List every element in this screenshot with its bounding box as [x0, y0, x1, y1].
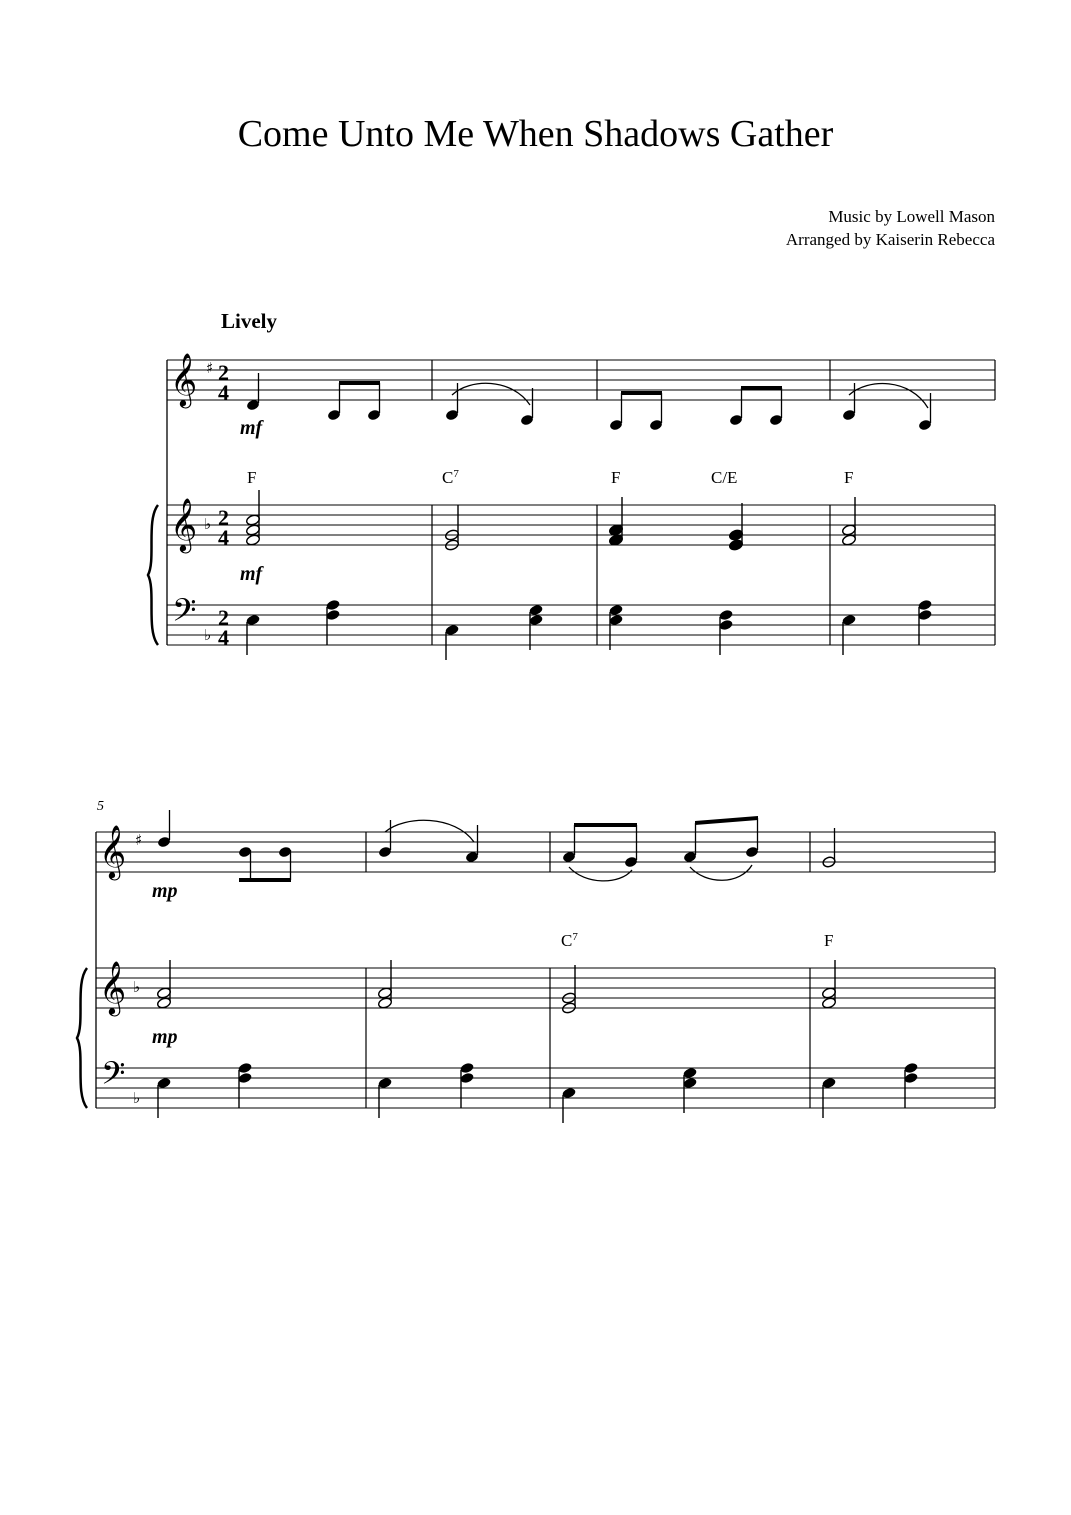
piano-brace [77, 968, 87, 1108]
sharp-icon: ♯ [135, 831, 143, 849]
chord-symbol: $C^7$ [442, 468, 459, 487]
flat-icon: ♭ [133, 978, 141, 996]
flat-icon: ♭ [133, 1089, 141, 1107]
dynamic-marking: mp [152, 1026, 178, 1048]
time-sig-bottom: 4 [218, 380, 229, 405]
bass-clef-icon: 𝄢 [172, 592, 197, 636]
flat-icon: ♭ [204, 515, 212, 533]
time-sig-top: 2 [218, 605, 229, 630]
chord-symbol: $C^7$ [561, 931, 578, 950]
piano-treble-staff-2 [96, 968, 995, 1008]
bass-clef-icon: 𝄢 [101, 1055, 126, 1099]
piano-bass-staff-2 [96, 1068, 995, 1108]
time-sig-bottom: 4 [218, 525, 229, 550]
time-signatures-1 [218, 360, 229, 650]
dynamic-marking: mf [240, 417, 263, 439]
dynamic-marking: mp [152, 880, 178, 902]
dynamic-marking: mf [240, 563, 263, 585]
score-title: Come Unto Me When Shadows Gather [237, 113, 834, 155]
clefs-1 [170, 352, 213, 644]
arranger-credit: Arranged by Kaiserin Rebecca [785, 230, 995, 249]
chord-symbol: C/E [711, 468, 738, 487]
solo-notes-1 [246, 373, 932, 431]
solo-staff-1 [167, 360, 995, 400]
treble-clef-icon: 𝄞 [99, 824, 127, 878]
chord-symbol: F [844, 468, 854, 487]
barlines-2 [366, 832, 995, 1108]
clefs-2 [99, 824, 142, 1107]
piano-brace [148, 505, 158, 645]
treble-clef-icon: 𝄞 [170, 497, 198, 551]
time-sig-top: 2 [218, 360, 229, 385]
piano-bass-notes-2 [156, 1062, 918, 1123]
chord-symbol: F [247, 468, 257, 487]
system-2 [77, 832, 995, 1108]
chord-symbol: F [611, 468, 621, 487]
piano-treble-notes-1 [245, 490, 856, 551]
piano-treble-staff-1 [167, 505, 995, 545]
time-sig-top: 2 [218, 505, 229, 530]
flat-icon: ♭ [204, 626, 212, 644]
barlines-1 [432, 360, 995, 645]
solo-staff-2 [96, 832, 995, 872]
tempo-marking: Lively [221, 309, 277, 333]
system-1 [148, 360, 995, 645]
time-sig-bottom: 4 [218, 625, 229, 650]
chord-symbol: F [824, 931, 834, 950]
measure-number: 5 [97, 799, 104, 814]
treble-clef-icon: 𝄞 [170, 352, 198, 406]
treble-clef-icon: 𝄞 [99, 960, 127, 1014]
solo-notes-2 [157, 810, 836, 882]
sharp-icon: ♯ [206, 359, 214, 377]
composer-credit: Music by Lowell Mason [828, 207, 995, 226]
piano-bass-staff-1 [167, 605, 995, 645]
